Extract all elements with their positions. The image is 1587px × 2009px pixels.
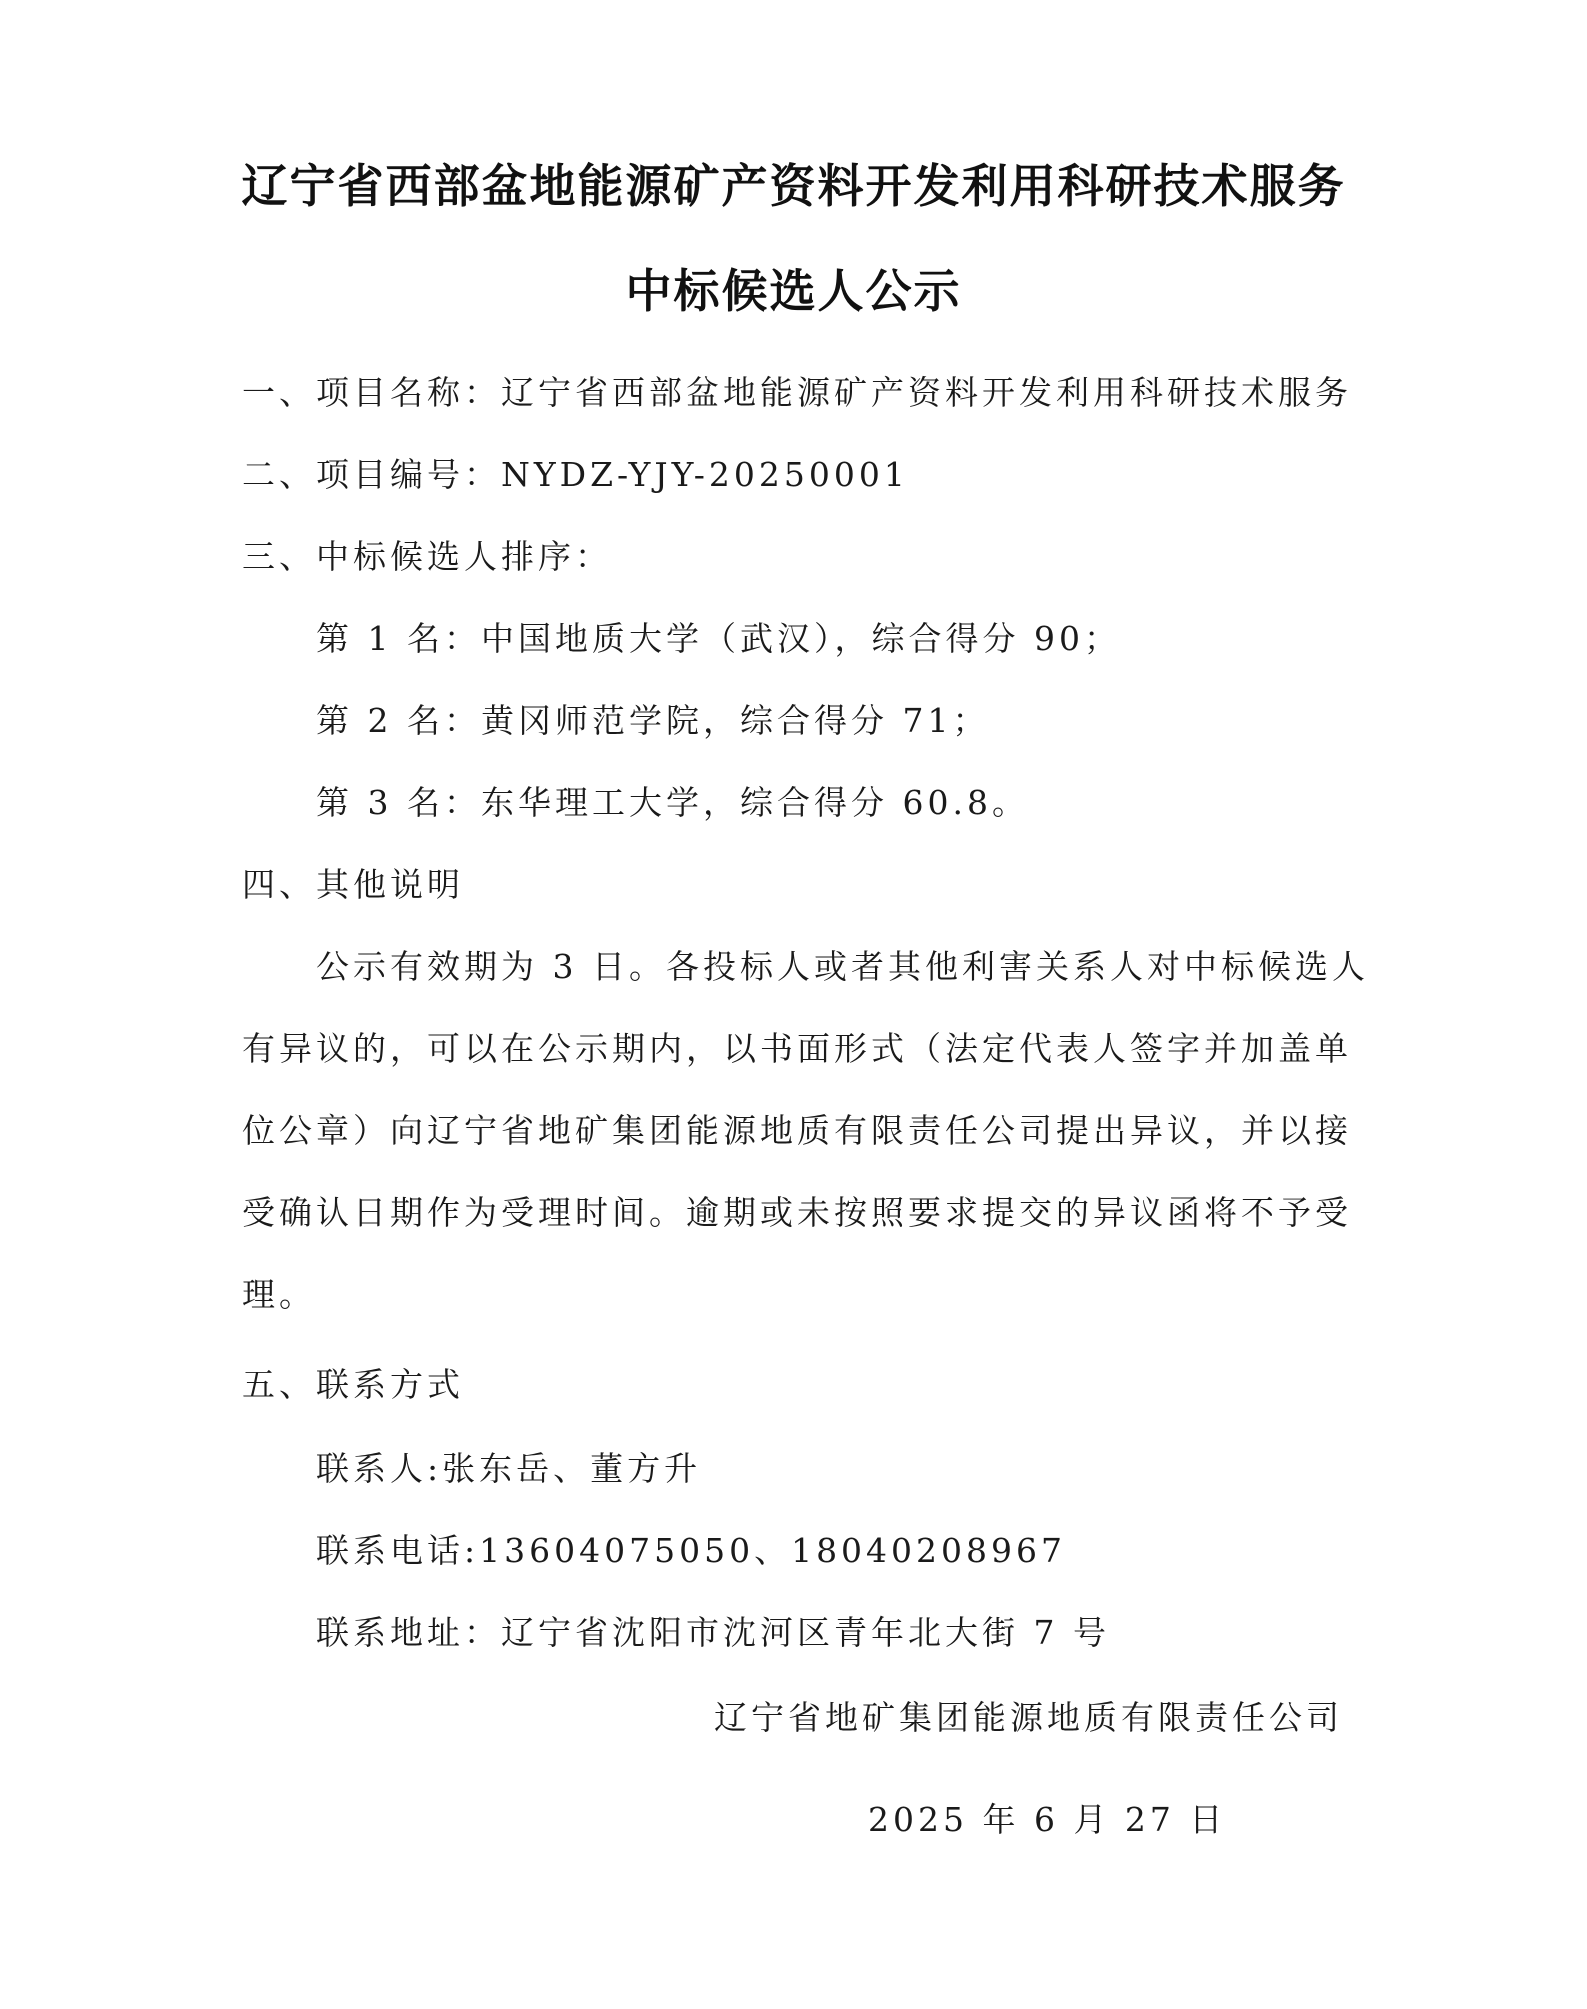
ranking-heading: 三、中标候选人排序： — [242, 537, 612, 576]
ranking-item-1: 第 1 名：中国地质大学（武汉），综合得分 90； — [316, 619, 1121, 658]
signature-date: 2025 年 6 月 27 日 — [868, 1800, 1227, 1839]
signature-organization: 辽宁省地矿集团能源地质有限责任公司 — [714, 1698, 1343, 1737]
paragraph-line: 位公章）向辽宁省地矿集团能源地质有限责任公司提出异议，并以接 — [242, 1111, 1352, 1150]
ranking-item-2: 第 2 名：黄冈师范学院，综合得分 71； — [316, 701, 990, 740]
project-name: 一、项目名称：辽宁省西部盆地能源矿产资料开发利用科研技术服务 — [242, 373, 1352, 412]
document-title-line1: 辽宁省西部盆地能源矿产资料开发利用科研技术服务 — [241, 159, 1346, 213]
paragraph-line: 有异议的，可以在公示期内，以书面形式（法定代表人签字并加盖单 — [242, 1029, 1352, 1068]
paragraph-line: 公示有效期为 3 日。各投标人或者其他利害关系人对中标候选人 — [316, 947, 1369, 986]
document-title-line2: 中标候选人公示 — [625, 264, 962, 318]
contact-person: 联系人:张东岳、董方升 — [316, 1449, 702, 1488]
contact-phone: 联系电话:13604075050、18040208967 — [316, 1531, 1067, 1570]
project-number: 二、项目编号：NYDZ-YJY-20250001 — [242, 455, 909, 494]
contact-address: 联系地址：辽宁省沈阳市沈河区青年北大街 7 号 — [316, 1613, 1110, 1652]
other-heading: 四、其他说明 — [242, 865, 464, 904]
paragraph-line: 理。 — [242, 1275, 316, 1314]
ranking-item-3: 第 3 名：东华理工大学，综合得分 60.8。 — [316, 783, 1029, 822]
paragraph-line: 受确认日期作为受理时间。逾期或未按照要求提交的异议函将不予受 — [242, 1193, 1352, 1232]
contact-heading: 五、联系方式 — [242, 1365, 464, 1404]
